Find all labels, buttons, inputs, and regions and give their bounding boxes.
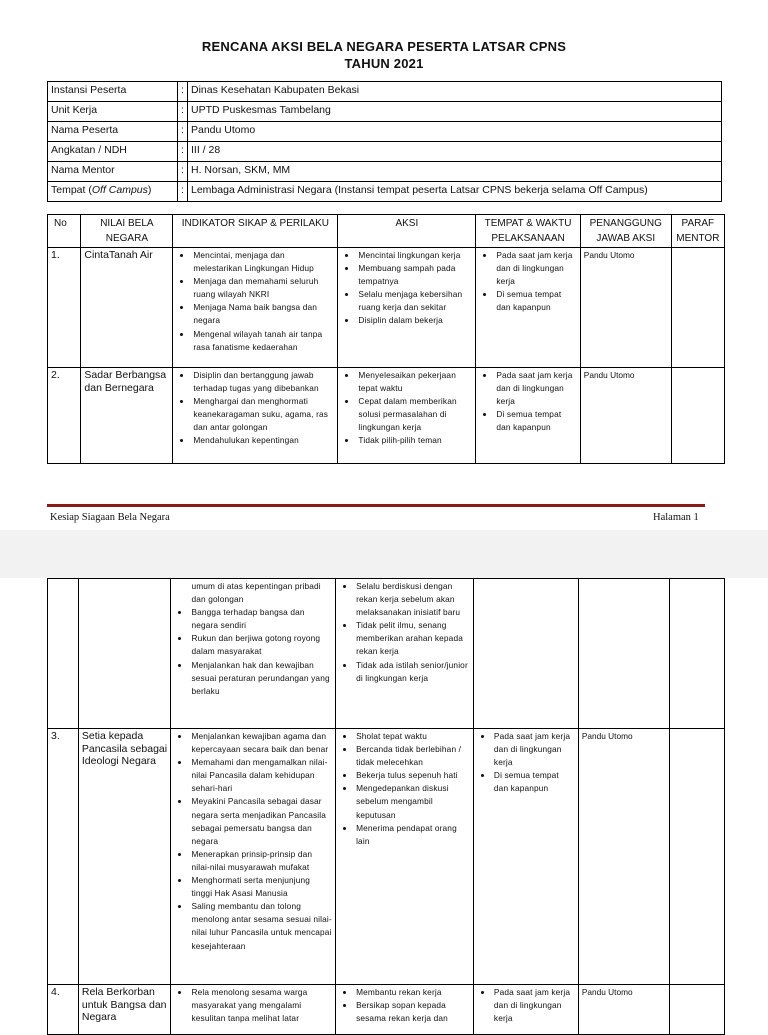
footer-page-number: Halaman 1 xyxy=(653,512,699,523)
info-value: Lembaga Administrasi Negara (Instansi tempat peserta Latsar CPNS bekerja selama Off Campus) xyxy=(188,182,722,202)
row-nilai: Setia kepada Pancasila sebagai Ideologi Negara xyxy=(78,729,171,985)
indikator-continuation: umum di atas kepentingan pribadi dan golongan xyxy=(191,581,321,605)
row-penanggung xyxy=(578,579,670,729)
list-item: • Membuang sampah pada tempatnya xyxy=(357,262,472,288)
list-item: • Meyakini Pancasila sebagai dasar negara serta menjadikan Pancasila sebagai pemersatu bangsa dan negara xyxy=(190,795,332,847)
info-label: Nama Peserta xyxy=(48,122,178,142)
header-indikator: INDIKATOR SIKAP & PERILAKU xyxy=(173,215,338,248)
list-item: • Pada saat jam kerja dan di lingkungan kerja xyxy=(495,249,576,288)
row-tempat xyxy=(476,248,580,368)
info-value: UPTD Puskesmas Tambelang xyxy=(188,102,722,122)
info-separator: : xyxy=(178,82,188,102)
list-item: • Tidak ada istilah senior/junior di lingkungan kerja xyxy=(355,659,470,685)
aksi-list xyxy=(341,369,472,448)
list-item: • Menyelesaikan pekerjaan tepat waktu xyxy=(357,369,472,395)
row-penanggung: Pandu Utomo xyxy=(578,729,670,985)
aksi-list xyxy=(339,986,470,1025)
row-paraf xyxy=(670,729,725,985)
list-item: • Mengedepankan diskusi sebelum mengambil keputusan xyxy=(355,782,470,821)
info-row xyxy=(48,142,722,162)
table-row xyxy=(48,248,725,368)
list-item: • Rela menolong sesama warga masyarakat yang mengalami kesulitan tanpa melihat latar xyxy=(190,986,332,1025)
document-title: RENCANA AKSI BELA NEGARA PESERTA LATSAR CPNS xyxy=(201,39,567,54)
participant-info-table xyxy=(47,81,722,202)
list-item: • Di semua tempat dan kapanpun xyxy=(495,408,576,434)
indikator-list xyxy=(174,606,332,698)
list-item: • Mengenal wilayah tanah air tanpa rasa fanatisme kedaerahan xyxy=(192,328,334,354)
info-value: H. Norsan, SKM, MM xyxy=(188,162,722,182)
info-value: III / 28 xyxy=(188,142,722,162)
action-plan-table xyxy=(47,214,725,464)
list-item: • Mencintai, menjaga dan melestarikan Lingkungan Hidup xyxy=(192,249,334,275)
info-separator: : xyxy=(178,122,188,142)
indikator-list xyxy=(174,986,332,1025)
table-row xyxy=(48,729,725,985)
header-nilai: NILAI BELA NEGARA xyxy=(81,215,173,248)
table-header-row xyxy=(48,215,725,248)
row-aksi xyxy=(336,729,474,985)
list-item: • Menghargai dan menghormati keanekaragaman suku, agama, ras dan antar golongan xyxy=(192,395,334,434)
label-pre: Tempat ( xyxy=(51,184,92,196)
document-subtitle: TAHUN 2021 xyxy=(344,56,424,71)
tempat-list xyxy=(477,986,575,1025)
list-item: • Mencintai lingkungan kerja xyxy=(357,249,472,262)
list-item: • Rukun dan berjiwa gotong royong dalam masyarakat xyxy=(190,632,332,658)
list-item: • Pada saat jam kerja dan di lingkungan kerja xyxy=(493,986,575,1025)
row-tempat xyxy=(473,985,578,1035)
list-item: • Membantu rekan kerja xyxy=(355,986,470,999)
tempat-list xyxy=(479,369,576,434)
info-separator: : xyxy=(178,162,188,182)
row-paraf xyxy=(671,248,724,368)
indikator-list xyxy=(176,369,334,448)
document-page-2 xyxy=(0,578,768,1024)
row-no xyxy=(48,579,79,729)
label-italic: Off Campus xyxy=(91,184,148,196)
aksi-list xyxy=(339,730,470,848)
table-row xyxy=(48,579,725,729)
list-item: • Memahami dan mengamalkan nilai-nilai Pancasila dalam kehidupan sehari-hari xyxy=(190,756,332,795)
footer-left-text: Kesiap Siagaan Bela Negara xyxy=(50,512,170,523)
row-indikator xyxy=(171,729,336,985)
aksi-list xyxy=(341,249,472,328)
list-item: • Cepat dalam memberikan solusi permasalahan di lingkungan kerja xyxy=(357,395,472,434)
list-item: • Sholat tepat waktu xyxy=(355,730,470,743)
row-paraf xyxy=(670,985,725,1035)
list-item: • Menghormati serta menjunjung tinggi Hak Asasi Manusia xyxy=(190,874,332,900)
info-row xyxy=(48,82,722,102)
list-item: • Di semua tempat dan kapanpun xyxy=(493,769,575,795)
row-tempat xyxy=(473,579,578,729)
row-aksi xyxy=(336,579,474,729)
row-penanggung: Pandu Utomo xyxy=(580,368,671,464)
info-row xyxy=(48,182,722,202)
row-aksi xyxy=(336,985,474,1035)
list-item: • Menjalankan kewajiban agama dan kepercayaan secara baik dan benar xyxy=(190,730,332,756)
indikator-list xyxy=(176,249,334,354)
row-indikator xyxy=(173,248,338,368)
list-item: • Bekerja tulus sepenuh hati xyxy=(355,769,470,782)
row-nilai: Rela Berkorban untuk Bangsa dan Negara xyxy=(78,985,171,1035)
label-post: ) xyxy=(147,184,152,196)
row-indikator xyxy=(173,368,338,464)
header-paraf: PARAF MENTOR xyxy=(671,215,724,248)
row-nilai: Sadar Berbangsa dan Bernegara xyxy=(81,368,173,464)
info-separator: : xyxy=(178,142,188,162)
list-item: • Menjalankan hak dan kewajiban sesuai peraturan perundangan yang berlaku xyxy=(190,659,332,698)
row-aksi xyxy=(338,368,476,464)
list-item: • Menerima pendapat orang lain xyxy=(355,822,470,848)
indikator-list xyxy=(174,730,332,953)
action-plan-table-continued xyxy=(47,578,725,1035)
row-nilai xyxy=(78,579,171,729)
row-no: 4. xyxy=(48,985,79,1035)
list-item: • Pada saat jam kerja dan di lingkungan kerja xyxy=(493,730,575,769)
row-paraf xyxy=(670,579,725,729)
row-indikator xyxy=(171,985,336,1035)
row-paraf xyxy=(671,368,724,464)
row-no: 3. xyxy=(48,729,79,985)
info-label: Nama Mentor xyxy=(48,162,178,182)
list-item: • Selalu berdiskusi dengan rekan kerja sebelum akan melaksanakan inisiatif baru xyxy=(355,580,470,619)
row-tempat xyxy=(476,368,580,464)
footer-divider xyxy=(47,504,705,507)
table-row xyxy=(48,368,725,464)
list-item: • Disiplin dan bertanggung jawab terhadap tugas yang dibebankan xyxy=(192,369,334,395)
info-separator: : xyxy=(178,182,188,202)
row-no: 2. xyxy=(48,368,81,464)
info-row xyxy=(48,102,722,122)
list-item: • Saling membantu dan tolong menolong antar sesama sesuai nilai-nilai luhur Pancasila untuk mencapai kesejahteraan xyxy=(190,900,332,952)
info-row xyxy=(48,122,722,142)
row-aksi xyxy=(338,248,476,368)
list-item: • Tidak pilih-pilih teman xyxy=(357,434,472,447)
list-item: • Bangga terhadap bangsa dan negara sendiri xyxy=(190,606,332,632)
info-value: Dinas Kesehatan Kabupaten Bekasi xyxy=(188,82,722,102)
tempat-list xyxy=(477,730,575,795)
info-value: Pandu Utomo xyxy=(188,122,722,142)
info-row xyxy=(48,162,722,182)
header-aksi: AKSI xyxy=(338,215,476,248)
page-gap xyxy=(0,530,768,578)
info-label: Angkatan / NDH xyxy=(48,142,178,162)
row-no: 1. xyxy=(48,248,81,368)
list-item: • Menerapkan prinsip-prinsip dan nilai-nilai musyarawah mufakat xyxy=(190,848,332,874)
list-item: • Disiplin dalam bekerja xyxy=(357,314,472,327)
tempat-list xyxy=(479,249,576,314)
aksi-list xyxy=(339,580,470,685)
list-item: • Menjaga dan memahami seluruh ruang wilayah NKRI xyxy=(192,275,334,301)
row-indikator xyxy=(171,579,336,729)
list-item: • Tidak pelit ilmu, senang memberikan arahan kepada rekan kerja xyxy=(355,619,470,658)
list-item: • Bersikap sopan kepada sesama rekan kerja dan xyxy=(355,999,470,1025)
row-tempat xyxy=(473,729,578,985)
row-penanggung: Pandu Utomo xyxy=(580,248,671,368)
info-label: Unit Kerja xyxy=(48,102,178,122)
row-penanggung: Pandu Utomo xyxy=(578,985,670,1035)
list-item: • Mendahulukan kepentingan xyxy=(192,434,334,447)
list-item: • Bercanda tidak berlebihan / tidak melecehkan xyxy=(355,743,470,769)
info-label xyxy=(48,182,178,202)
list-item: • Di semua tempat dan kapanpun xyxy=(495,288,576,314)
header-tempat: TEMPAT & WAKTU PELAKSANAAN xyxy=(476,215,580,248)
info-separator: : xyxy=(178,102,188,122)
table-row xyxy=(48,985,725,1035)
list-item: • Pada saat jam kerja dan di lingkungan kerja xyxy=(495,369,576,408)
list-item: • Selalu menjaga kebersihan ruang kerja dan sekitar xyxy=(357,288,472,314)
list-item: • Menjaga Nama baik bangsa dan negara xyxy=(192,301,334,327)
header-penanggung: PENANGGUNG JAWAB AKSI xyxy=(580,215,671,248)
header-no: No xyxy=(48,215,81,248)
row-nilai: CintaTanah Air xyxy=(81,248,173,368)
info-label: Instansi Peserta xyxy=(48,82,178,102)
